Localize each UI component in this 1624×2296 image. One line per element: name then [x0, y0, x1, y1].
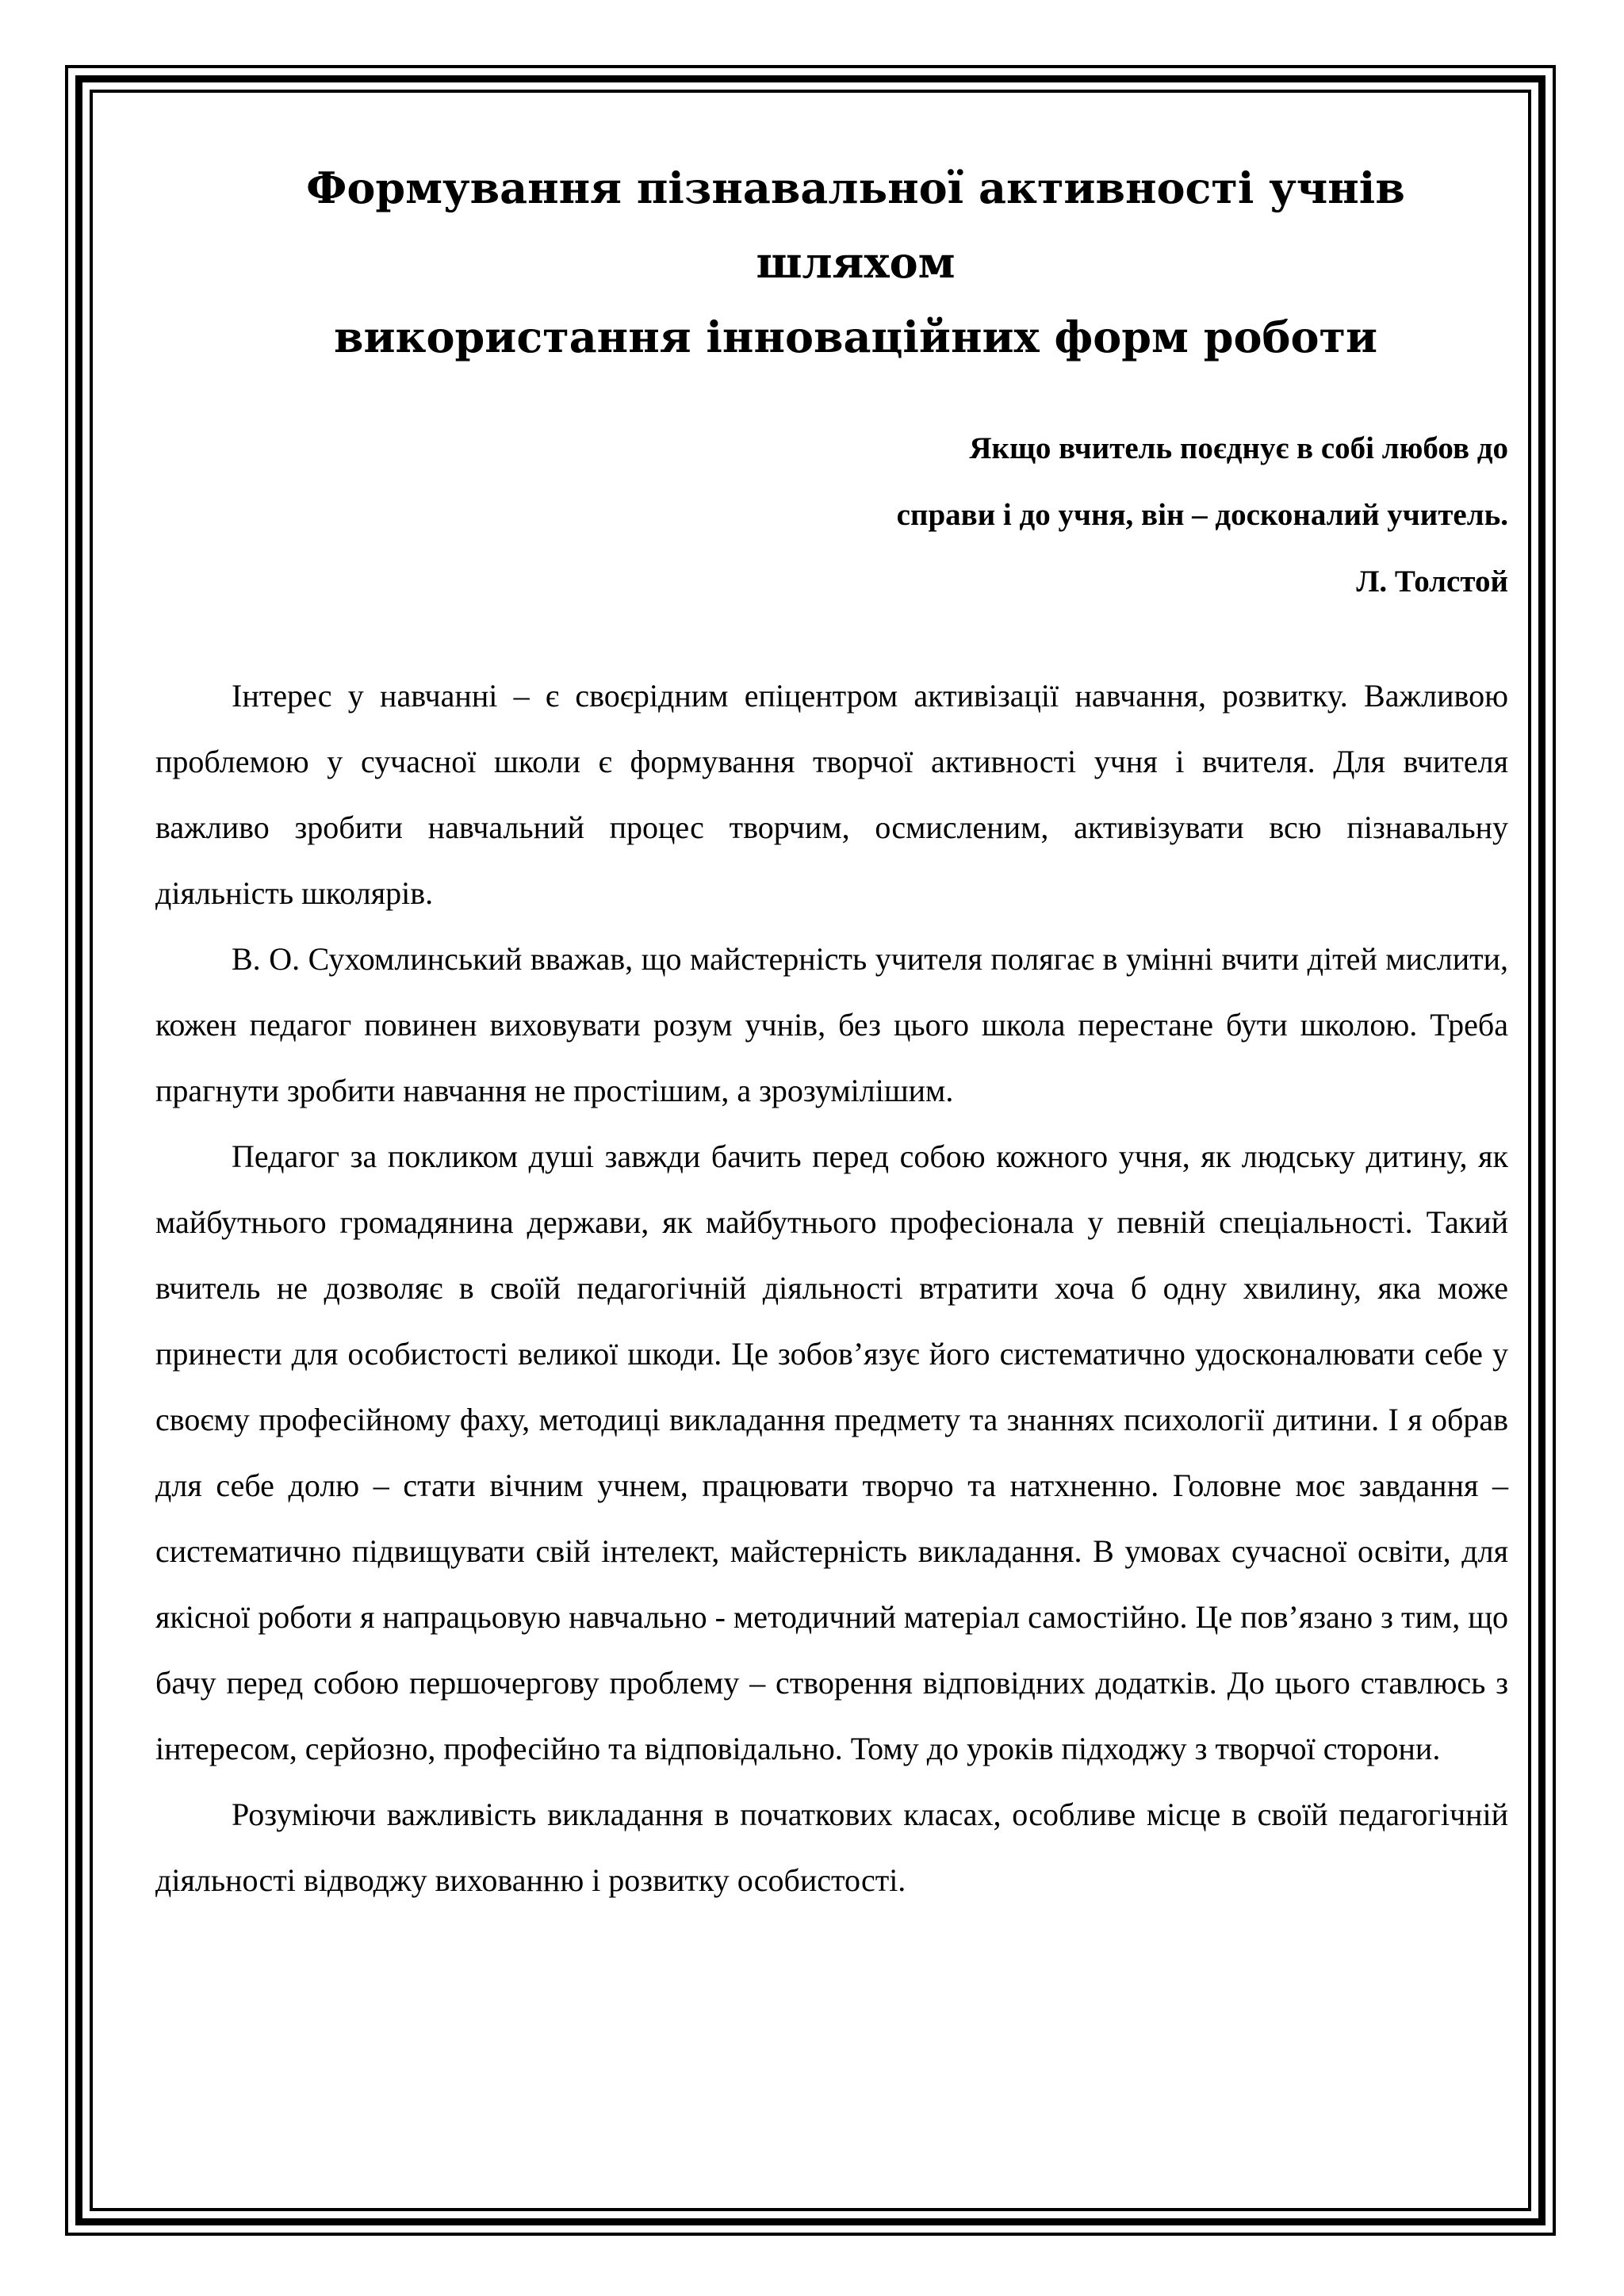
page-content — [155, 151, 1508, 1913]
title-line-1: Формування пізнавальної активності учнів шляхом — [306, 163, 1405, 288]
paragraph-3: Педагог за покликом душі завжди бачить перед собою кожного учня, як людську дитину, як майбутнього громадянина держави, як майбутнього професіонала у певній спеціальності. Такий вчитель не дозволяє в своїй педагогічній діяльності втратити хоча б одну хвилину, яка може принести для особистості великої шкоди. Це зобов’язує його систематично удосконалювати себе у своєму професійному фаху, методиці викладання предмету та знаннях психології дитини. І я обрав для себе долю – стати вічним учнем, працювати творчо та натхненно. Головне моє завдання – систематично підвищувати свій інтелект, майстерність викладання. В умовах сучасної освіти, для якісної роботи я напрацьовую навчально - методичний матеріал самостійно. Це пов’язано з тим, що бачу перед собою першочергову проблему – створення відповідних додатків. До цього ставлюсь з інтересом, серйозно, професійно та відповідально. Тому до уроків підходжу з творчої сторони. — [155, 1138, 1508, 1766]
epigraph-line-2: справи і до учня, він – досконалий учитель. — [896, 498, 1508, 532]
epigraph-author: Л. Толстой — [1356, 564, 1508, 599]
epigraph-line-1: Якщо вчитель поєднує в собі любов до — [969, 431, 1508, 465]
paragraph-1: Інтерес у навчанні – є своєрідним епіцентром активізації навчання, розвитку. Важливою проблемою у сучасної школи є формування творчої активності учня і вчителя. Для вчителя важливо зробити навчальний процес творчим, осмисленим, активізувати всю пізнавальну діяльність школярів. — [155, 678, 1508, 911]
document-title — [155, 151, 1508, 374]
paragraph-4: Розуміючи важливість викладання в початкових класах, особливе місце в своїй педагогічній діяльності відводжу вихованню і розвитку особистості. — [155, 1797, 1508, 1898]
body-text — [155, 663, 1508, 1913]
paragraph-2: В. О. Сухомлинський вважав, що майстерність учителя полягає в умінні вчити дітей мислити, кожен педагог повинен виховувати розум учнів, без цього школа перестане бути школою. Треба прагнути зробити навчання не простішим, а зрозумілішим. — [155, 941, 1508, 1108]
title-line-2: використання інноваційних форм роботи — [333, 312, 1378, 362]
epigraph — [155, 415, 1508, 615]
